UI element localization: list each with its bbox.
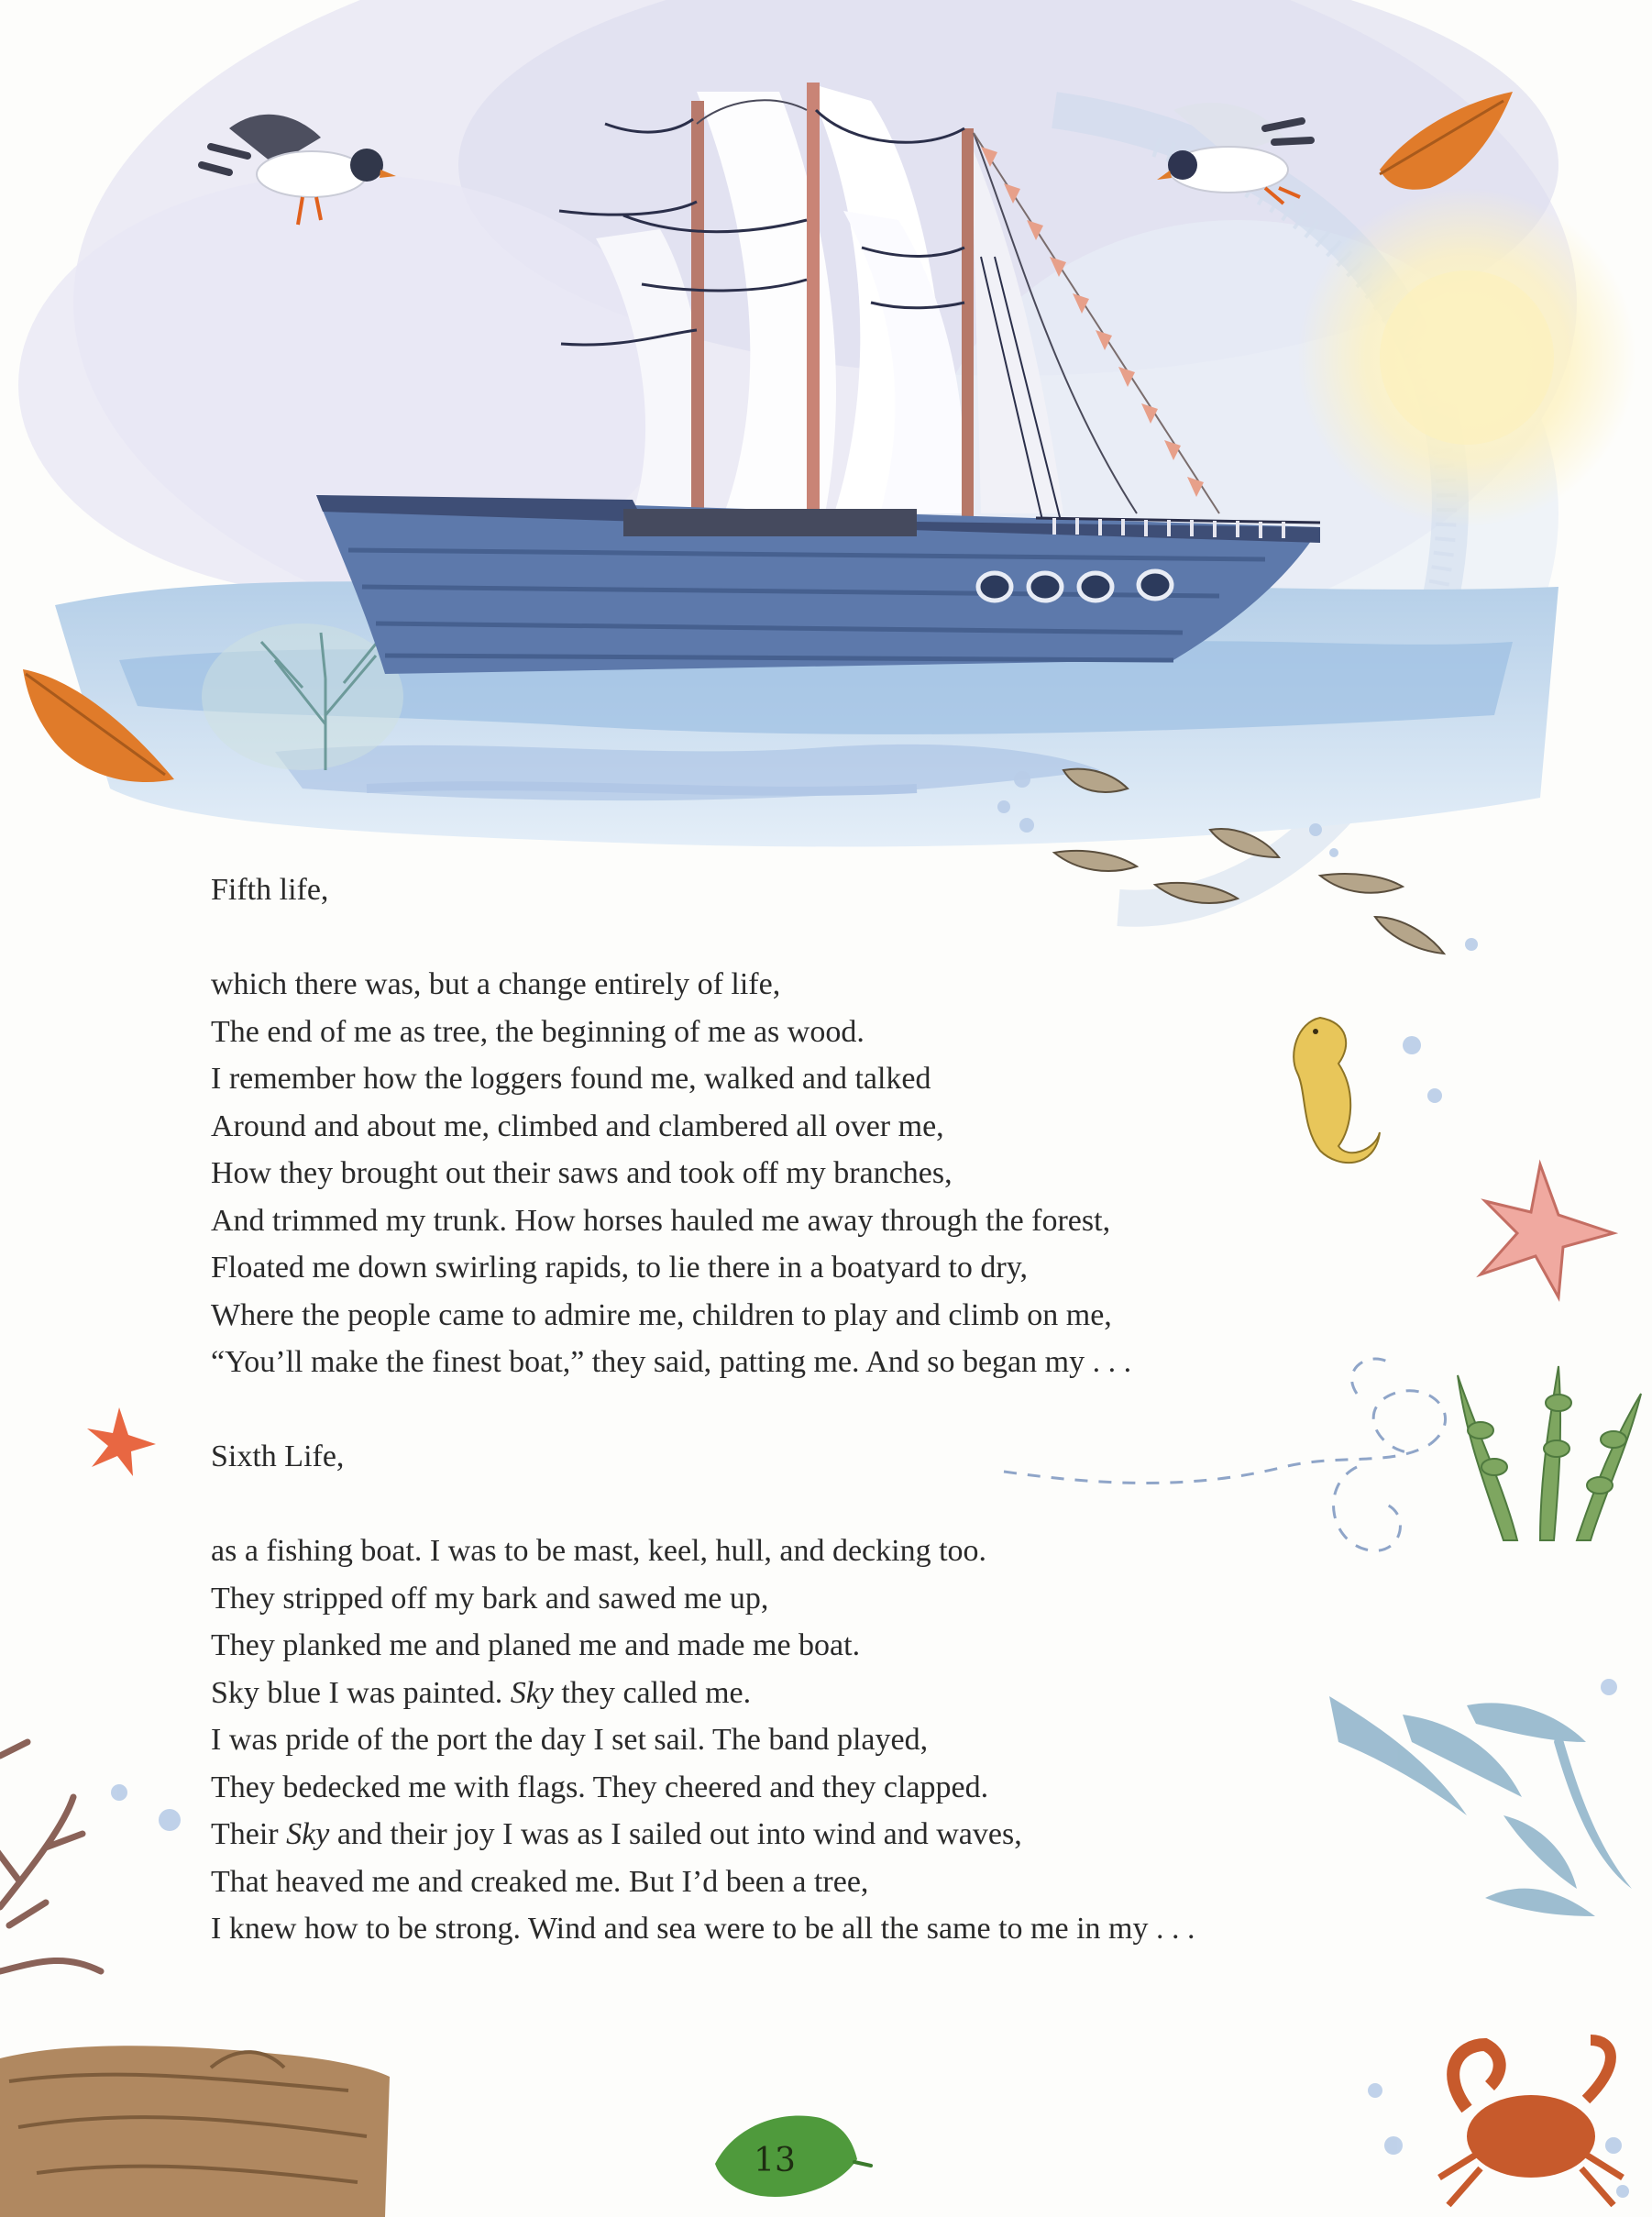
poem-line: Where the people came to admire me, children to play and climb on me,: [211, 1297, 1112, 1332]
driftwood-log: [0, 2046, 390, 2217]
poem-line: They bedecked me with flags. They cheered and they clapped.: [211, 1770, 989, 1804]
poem-line: And trimmed my trunk. How horses hauled me away through the forest,: [211, 1203, 1111, 1238]
section-heading-fifth-life: Fifth life,: [211, 873, 329, 907]
stanza-gap: [211, 1386, 1439, 1434]
page-number: [710, 2129, 862, 2195]
poem-line: which there was, but a change entirely of life,: [211, 967, 781, 1001]
text-run: Their: [211, 1817, 287, 1851]
starfish-left: [87, 1407, 156, 1476]
stanza-gap: [211, 914, 1439, 962]
poem-line: The end of me as tree, the beginning of me as wood.: [211, 1014, 865, 1049]
stanza-gap: [211, 1481, 1439, 1528]
coral-branch: [0, 1742, 101, 1971]
poem-line: as a fishing boat. I was to be mast, keel, hull, and decking too.: [211, 1534, 987, 1568]
italic-name-sky: Sky: [286, 1817, 330, 1851]
section-heading-sixth-life: Sixth Life,: [211, 1439, 345, 1473]
poem-line: How they brought out their saws and took off my branches,: [211, 1156, 953, 1190]
poem-line: [211, 1811, 1439, 1859]
poem-line: Floated me down swirling rapids, to lie there in a boatyard to dry,: [211, 1251, 1029, 1285]
italic-name-sky: Sky: [510, 1675, 554, 1710]
crab: [1439, 2040, 1623, 2205]
text-run: and their joy I was as I sailed out into wind and waves,: [329, 1817, 1022, 1851]
poem-line: I was pride of the port the day I set sail. The band played,: [211, 1723, 929, 1757]
poem-line: I remember how the loggers found me, walked and talked: [211, 1062, 931, 1096]
sun: [1297, 188, 1636, 527]
sea-fan: [202, 623, 403, 770]
poem-line: [211, 1670, 1439, 1717]
text-run: they called me.: [553, 1675, 752, 1710]
starfish-right: [1481, 1164, 1613, 1297]
page-number-text: 13: [754, 2142, 796, 2179]
poem-line: That heaved me and creaked me. But I’d been a tree,: [211, 1864, 869, 1899]
text-run: Sky blue I was painted.: [211, 1675, 511, 1710]
poem-line: “You’ll make the finest boat,” they said, patting me. And so began my . . .: [211, 1345, 1132, 1379]
poem-line: They planked me and planed me and made me boat.: [211, 1628, 861, 1662]
green-seaweed: [1458, 1366, 1641, 1540]
poem-line: I knew how to be strong. Wind and sea were to be all the same to me in my . . .: [211, 1912, 1195, 1946]
poem-line: They stripped off my bark and sawed me up,: [211, 1581, 769, 1616]
poem-text: [211, 866, 1439, 1953]
poem-line: Around and about me, climbed and clambered all over me,: [211, 1108, 944, 1143]
